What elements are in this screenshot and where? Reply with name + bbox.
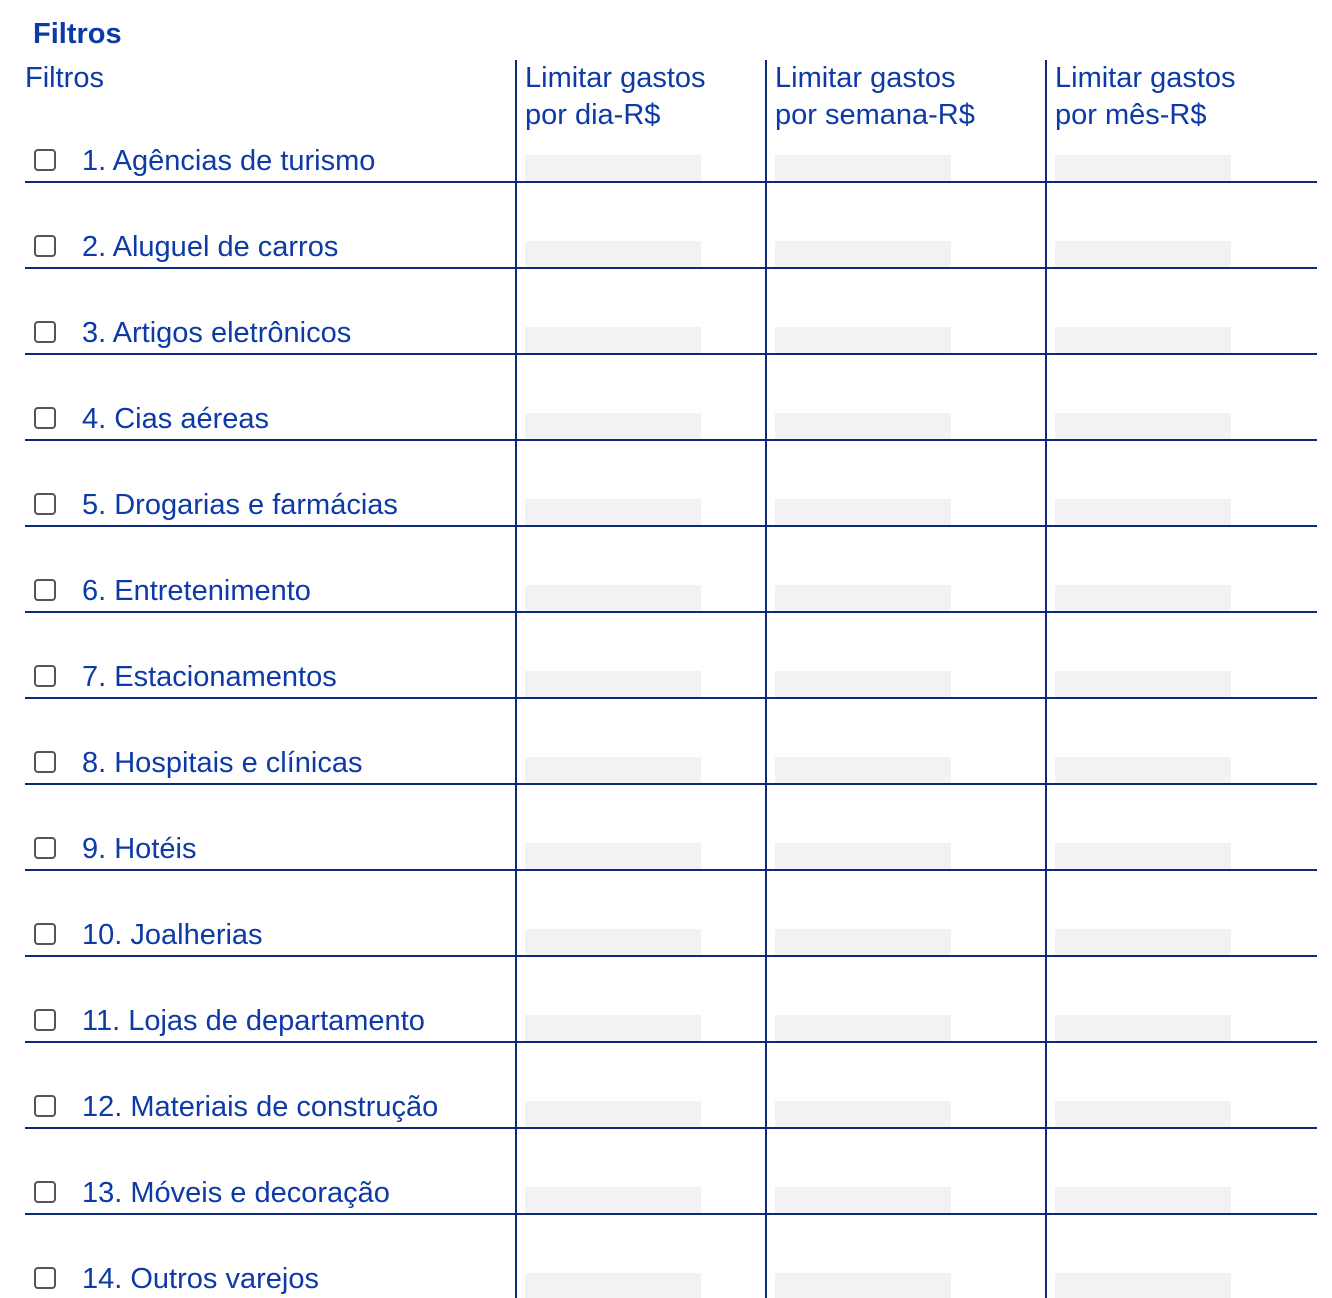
limit-per-month-input[interactable] [1055,1187,1231,1213]
limit-per-day-input[interactable] [525,671,701,697]
filter-checkbox[interactable] [34,837,56,859]
filter-label: 1. Agências de turismo [82,145,376,177]
filter-checkbox[interactable] [34,1009,56,1031]
filter-row [25,1215,1317,1298]
filter-checkbox[interactable] [34,1095,56,1117]
filter-label: 3. Artigos eletrônicos [82,317,352,349]
limit-per-day-input[interactable] [525,1187,701,1213]
column-header-limit-per-month-line1: Limitar gastos [1055,62,1236,94]
filter-checkbox[interactable] [34,407,56,429]
column-header-limit-per-day-line1: Limitar gastos [525,62,706,94]
limit-per-day-input[interactable] [525,843,701,869]
filter-checkbox[interactable] [34,579,56,601]
filter-checkbox[interactable] [34,321,56,343]
limit-per-month-input[interactable] [1055,155,1231,181]
column-header-limit-per-month-line2: por mês-R$ [1055,99,1207,131]
limit-per-month-input[interactable] [1055,241,1231,267]
limit-per-month-input[interactable] [1055,757,1231,783]
filter-row [25,527,1317,613]
limit-per-day-input[interactable] [525,929,701,955]
limit-per-month-input[interactable] [1055,499,1231,525]
filter-row [25,97,1317,183]
limit-per-month-input[interactable] [1055,929,1231,955]
filter-label: 14. Outros varejos [82,1263,319,1295]
filter-checkbox[interactable] [34,493,56,515]
limit-per-week-input[interactable] [775,1273,951,1298]
filter-label: 8. Hospitais e clínicas [82,747,363,779]
filter-row [25,871,1317,957]
filter-row [25,183,1317,269]
limit-per-week-input[interactable] [775,327,951,353]
filter-label: 12. Materiais de construção [82,1091,439,1123]
filter-label: 10. Joalherias [82,919,263,951]
limit-per-day-input[interactable] [525,327,701,353]
column-header-limit-per-week-line2: por semana-R$ [775,99,975,131]
limit-per-week-input[interactable] [775,585,951,611]
limit-per-day-input[interactable] [525,1015,701,1041]
limit-per-week-input[interactable] [775,671,951,697]
filter-checkbox[interactable] [34,149,56,171]
limit-per-month-input[interactable] [1055,1101,1231,1127]
filter-row [25,1043,1317,1129]
filter-row [25,441,1317,527]
filter-checkbox[interactable] [34,665,56,687]
limit-per-day-input[interactable] [525,757,701,783]
limit-per-week-input[interactable] [775,843,951,869]
filter-row [25,355,1317,441]
filter-label: 9. Hotéis [82,833,197,865]
limit-per-day-input[interactable] [525,1101,701,1127]
limit-per-month-input[interactable] [1055,585,1231,611]
limit-per-month-input[interactable] [1055,843,1231,869]
limit-per-day-input[interactable] [525,413,701,439]
column-header-limit-per-week-line1: Limitar gastos [775,62,956,94]
limit-per-day-input[interactable] [525,1273,701,1298]
limit-per-day-input[interactable] [525,499,701,525]
column-header-limit-per-day-line2: por dia-R$ [525,99,661,131]
limit-per-day-input[interactable] [525,155,701,181]
limit-per-week-input[interactable] [775,1187,951,1213]
limit-per-month-input[interactable] [1055,413,1231,439]
filter-label: 7. Estacionamentos [82,661,337,693]
limit-per-week-input[interactable] [775,1015,951,1041]
section-title: Filtros [33,18,122,50]
filter-checkbox[interactable] [34,1181,56,1203]
filter-checkbox[interactable] [34,1267,56,1289]
filter-label: 4. Cias aéreas [82,403,269,435]
limit-per-week-input[interactable] [775,155,951,181]
limit-per-week-input[interactable] [775,1101,951,1127]
column-header-filtros: Filtros [25,62,104,94]
limit-per-day-input[interactable] [525,241,701,267]
limit-per-week-input[interactable] [775,929,951,955]
filter-checkbox[interactable] [34,235,56,257]
filter-row [25,699,1317,785]
filter-row [25,1129,1317,1215]
limit-per-week-input[interactable] [775,241,951,267]
filter-label: 6. Entretenimento [82,575,311,607]
filter-label: 2. Aluguel de carros [82,231,339,263]
filter-checkbox[interactable] [34,923,56,945]
limit-per-month-input[interactable] [1055,1273,1231,1298]
filter-row [25,613,1317,699]
limit-per-week-input[interactable] [775,499,951,525]
limit-per-day-input[interactable] [525,585,701,611]
filter-label: 13. Móveis e decoração [82,1177,390,1209]
filter-row [25,785,1317,871]
filter-label: 5. Drogarias e farmácias [82,489,398,521]
filter-row [25,269,1317,355]
limit-per-month-input[interactable] [1055,671,1231,697]
filter-label: 11. Lojas de departamento [82,1005,425,1037]
limit-per-month-input[interactable] [1055,1015,1231,1041]
filter-checkbox[interactable] [34,751,56,773]
limit-per-week-input[interactable] [775,757,951,783]
limit-per-month-input[interactable] [1055,327,1231,353]
limit-per-week-input[interactable] [775,413,951,439]
filter-row [25,957,1317,1043]
